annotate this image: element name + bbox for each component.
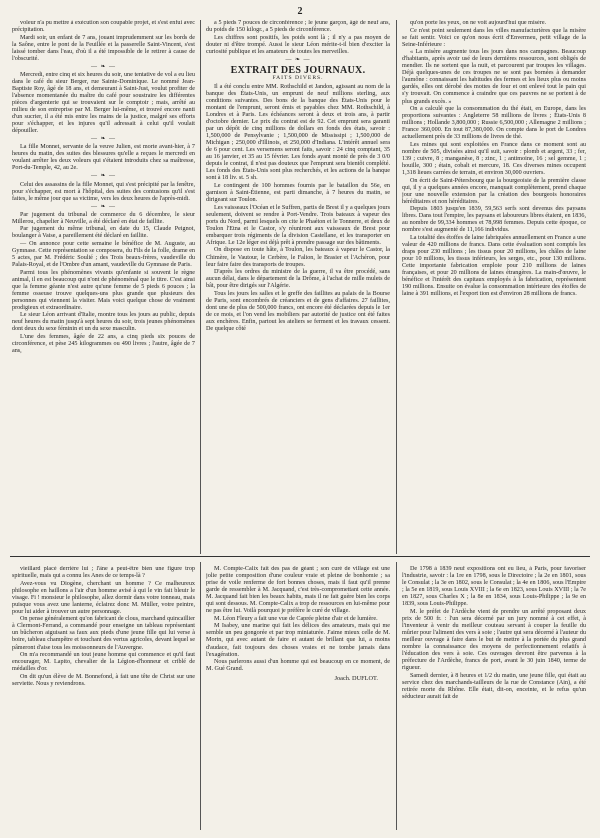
article-paragraph: De 1798 à 1839 neuf expositions ont eu lieu, à Paris, pour favoriser l'industrie, savoir : la 1re en 1798, sous le Directoire ; la 2e en 1801, sous le Consulat ; la 3e en 1802, sous le Consulat ; la 4e en 1806, sous l'Empire ; la 5e en 1819, sous Louis XVIII ; la 6e en 1823, sous Louis XVIII ; la 7e en 1827, sous Charles X ; la 8e en 1834, sous Louis-Philippe ; la 9e en 1839, sous Louis-Philippe.: [402, 566, 586, 608]
paragraph-separator: — ❧ —: [285, 56, 311, 63]
page-number: 2: [297, 6, 303, 17]
paragraph-separator: — ❧ —: [90, 173, 117, 180]
article-paragraph: M. Léon Fleury a fait une vue de Caprée pleine d'air et de lumière.: [214, 615, 378, 622]
article-paragraph: voleur n'a pu mettre à exécution son coupable projet, et s'est enfui avec précipitation.: [12, 20, 195, 34]
article-paragraph: Nous parlerons aussi d'un homme qui est beaucoup en ce moment, de M. Gué Grand.: [206, 659, 390, 673]
article-paragraph: On dit qu'un élève de M. Bonnefond, à fait une tête de Christ sur une serviette. Nous y reviendrons.: [12, 673, 195, 687]
paragraph-separator: — ❧ —: [90, 136, 117, 143]
column-right-top: [402, 20, 586, 550]
article-paragraph: La fille Monnet, servante de la veuve Julien, est morte avant-hier, à 7 heures du matin, des suites des blessures qu'elle a reçues le mercredi en voulant arrêter les deux voleurs qui s'étaient introduits chez sa maîtresse, Port-du-Temple, 42, au 2e.: [12, 144, 195, 172]
section-title: EXTRAIT DES JOURNAUX.: [230, 64, 366, 76]
article-paragraph: qu'on porte les yeux, on ne voit aujourd'hui que misère.: [410, 20, 547, 26]
article-paragraph: La totalité des étoffes de laine fabriquées annuellement en France a une valeur de 420 millions de francs. Dans cette évaluation sont comptés les draps pour 230 millions ; les tissus pour 20 millions, les châles de laine pour 10 millions, les tissus inférieurs, les serges, etc., pour 130 millions. Cette importante fabrication emploie pour 210 millions de laines françaises, et pour 20 millions de laines étrangères. La main-d'œuvre, le bénéfice et l'intérêt des capitaux employés à la fabrication, représentent 190 millions. Ensuite on évalue la consommation intérieure des étoffes de laine à 391 millions, et l'export tion est d'environ 28 millions de francs.: [402, 234, 586, 298]
article-paragraph: Les vaisseaux l'Océan et le Suffren, partis de Brest il y a quelques jours seulement, doivent se rendre à Port-Vendre. Trois bateaux à vapeur des ports du Nord, parmi lesquels on cite le Phaéton et le Tonnerre, et deux de Toulon l'Etna et le Castor, s'y réuniront aux vaisseaux de Brest pour embarquer trois régiments de la division Castellane, et les transporter en Afrique. Le 12e léger est déjà prêt à prendre passage sur des bâtiments.: [206, 204, 390, 246]
article-paragraph: Mardi soir, un enfant de 7 ans, jouant imprudemment sur les bords de la Saône, entre le pont de la Feuillée et la passerelle Saint-Vincent, s'est laissé tomber dans l'eau, d'où il a été impossible de le retirer à cause de l'obscurité.: [12, 34, 195, 62]
article-paragraph: a 5 pieds 7 pouces de circonférence ; le jeune garçon, âgé de neuf ans, du poids de 150 kilogr., a 5 pieds de circonférence.: [206, 20, 390, 34]
article-paragraph: « La misère augmente tous les jours dans nos campagnes. Beaucoup d'habitants, après avoir usé de leurs dernières ressources, sont obligés de mendier. Ils ne sortent que la nuit, et parcourent par troupes les villages. Déjà quelques-unes de ces troupes ne se sont pas bornées à demander l'aumône : connaissant les habitudes des fermes et les lieux plus ou moins gardés, elles ont dérobé des mottes de four et ont enlevé tout le pain qui s'y trouvait. On commence à craindre que ces pauvres ne se portent à de plus grands excès. »: [402, 49, 586, 105]
article-paragraph: Par jugement du tribunal de commerce du 6 décembre, le sieur Millerou, chapelier à Neuville, a été déclaré en état de faillite.: [12, 211, 195, 225]
article-paragraph: Il a été conclu entre MM. Rothschild et Jandon, agissant au nom de la banque des États-Unis, un emprunt de neuf millions sterling, aux conditions suivantes. Des bons de la banque des États-Unis pour le montant de l'emprunt, seront émis et payables chez MM. Rothschild, à Londres et à Paris. Les échéances seront à deux et trois ans, à partir d'octobre dernier. Le prix du contrat est de 92. Cet emprunt sera garanti par un dépôt de cinq millions de dollars en fonds des états, savoir : 1,500,000 de Pensylvanie ; 1,500,000 de Mississipi ; 1,500,000 de Michigan ; 250,000 d'Illinois, et 250,000 d'Indiana. L'intérêt annuel sera de 6 pour cent. Les versemens seront faits, savoir : 24 cinq comptant, 35 au 16 janvier, et 35 au 15 février. Les fonds ayant monté de près de 3 0/0 depuis le contrat, il n'est pas douteux que l'emprunt sera bientôt complété. Les fonds des États-Unis sont plus recherchés, et les actions de la banque sont à 18 liv. st. 5 sh.: [206, 83, 390, 182]
article-paragraph: Mercredi, entre cinq et six heures du soir, une tentative de vol a eu lieu dans le café du sieur Berger, rue Sainte-Dominique. Le nommé Jean-Baptiste Roy, âgé de 18 ans, et demeurant à Saint-Just, voulut profiter de l'absence momentanée du maître du café pour soustraire les différentes pièces d'argenterie qui se trouvaient sur le comptoir ; mais, arrêté au milieu de son entreprise par M. Berger lui-même, et trouvé encore nanti d'un sucrier, il a été mis entre les mains de la justice, malgré ses efforts pour s'échapper, et les injures qu'il adressait à celui qu'il voulait dépouiller.: [12, 71, 195, 135]
column-rule: [396, 20, 397, 554]
column-middle-top: [206, 20, 390, 550]
article-paragraph: On a calculé que la consommation du thé était, en Europe, dans les proportions suivantes : Angleterre 58 millions de livres ; États-Unis 8 millions ; Hollande 3,800,000 ; Russie 6,500,000 ; Allemagne 2 millions ; France 360,000. En tout 87,380,000. On compte dans le port de Londres actuellement près de 33 millions de livres de thé.: [402, 106, 586, 141]
column-left-bottom: [12, 566, 195, 828]
article-paragraph: — On annonce pour cette semaine le bénéfice de M. Auguste, au Gymnase. Cette représentation se composera, du Fils de la folle, drame en 5 actes, par M. Frédéric Soulié ; des Trois beaux-frères, vaudeville du Palais-Royal, et de l'Ombre d'un amant, vaudeville du Gymnase de Paris.: [12, 240, 195, 269]
article-paragraph: Le contingent de 100 hommes fournis par le bataillon du 56e, en garnison à Saint-Étienne, est parti dimanche, à 7 heures du matin, se dirigeant sur Toulon.: [206, 183, 390, 204]
article-paragraph: Parmi tous les phénomènes vivants qu'enfante si souvent le règne animal, il en est beaucoup qui n'ont de phénoménal que le titre. C'est ainsi que la femme géante n'est autre qu'une femme de 5 pieds 6 pouces ; la femme osseuse trouve quelques-uns plus grande que plusieurs des personnes qui viennent la visiter. Mais voici quelque chose de vraiment prodigieux et extraordinaire.: [12, 269, 195, 311]
column-left-top: [12, 20, 195, 550]
article-paragraph: Avez-vous vu Diogène, cherchant un homme ? Ce malheureux philosophe en haillons a l'air d'un homme avisé à qui le vin fait bleuir le visage. Fi ! monsieur le philosophe, allez dormir dans votre tonneau, mais puisque vous avez une lanterne, éclairez donc M. Müller, votre peintre, pour lui aider à trouver un autre personnage.: [12, 580, 195, 615]
article-paragraph: Les mines qui sont exploitées en France dans ce moment sont au nombre de 505, divisées ainsi qu'il suit, savoir : plomb et argent, 33 ; fer, 139 ; cuivre, 8 ; manganèse, 8 ; zinc, 1 ; antimoine, 16 ; sel gemme, 1 ; houille, 300 ; étain, cobalt et mercure, 18. Ces diverses mines occupent 1,318 lieues carrées de terrain, et environ 30,000 ouvriers.: [402, 141, 586, 176]
article-paragraph: L'une des femmes, âgée de 22 ans, a cinq pieds six pouces de circonférence, et pèse 245 kilogrammes ou 490 livres ; l'autre, âgée de 7 ans,: [12, 334, 195, 355]
paragraph-separator: — ❧ —: [90, 203, 117, 210]
article-paragraph: On pense généralement qu'on fabricant de clous, marchand quincaillier à Clermont-Ferrand, a commandé pour enseigne un tableau représentant un bûcheron aiguisant sa faux aux pieds d'une jeune fille qui lui verse à boire, tableau champêtre et touchant des vertus agricoles, devant lequel se pâmeront d'aise tous les moissonneurs de l'Auvergne.: [12, 616, 195, 651]
article-paragraph: vieillard placé derrière lui ; l'âne a peut-être bien une figure trop spirituelle, mais qui a connu les Anes de ce temps-là ?: [12, 566, 195, 580]
column-rule: [200, 20, 201, 554]
column-rule: [200, 562, 201, 830]
article-paragraph: M. Compte-Calix fait des pas de géant ; son curé de village est une jolie petite composition d'une couleur vraie et pleine de bonhomie ; sa prise de voile renferme de fort bonnes choses, mais il faut qu'il prenne garde de ressembler à M. Jacquand, c'est très-compromettant cette année. M. Jacquand fait bien les beaux habits, mais il ne fait guère bien les corps qui sont dessous. M. Compte-Calix a trop de ressources en lui-même pour ne pas être lui. Voilà pourquoi je préfère le curé de village.: [206, 566, 390, 615]
article-paragraph: Tous les jours les salles et le greffe des faillites au palais de la Bourse de Paris, sont encombrés de créanciers et de gens d'affaires. 27 faillites, dont une de plus de 500,000 francs, ont encore été déclarées depuis le 1er de ce mois, et l'on vend les mobiliers par autorité de justice ont été faites aux enchères. Enfin, partout les ateliers se ferment et les travaux cessent. De quelque côté: [206, 290, 390, 332]
column-middle-bottom: [206, 566, 390, 828]
author-signature: Joach. DUFLOT.: [334, 675, 378, 683]
article-paragraph: Ce n'est point seulement dans les villes manufacturières que la misère se fait sentir. Voici ce qu'on nous écrit d'Envermeu, petit village de la Seine-Inférieure :: [402, 27, 586, 48]
article-paragraph: Les chiffres sont positifs, les poids sont là ; il n'y a pas moyen de douter ni d'être trompé. Aussi le sieur Léon mérite-t-il bien d'exciter la curiosité publique et les amateurs de toutes les merveilles.: [206, 34, 390, 55]
paragraph-separator: — ❧ —: [90, 63, 117, 70]
section-divider: [10, 556, 590, 557]
article-paragraph: On dispose en toute hâte, à Toulon, les bateaux à vapeur le Castor, la Chimère, le Vautour, le Cerbère, le Falion, le Brasier et l'Achéron, pour leur faire faire des transports de troupes.: [206, 247, 390, 268]
article-paragraph: D'après les ordres du ministre de la guerre, il va être procédé, sans aucun délai, dans le département de la Drôme, à l'achat de mille mulets de bât, pour être dirigés sur l'Algérie.: [206, 269, 390, 290]
section-subtitle: FAITS DIVERS.: [272, 74, 324, 81]
article-paragraph: Le sieur Léon arrivant d'Italie, montre tous les jours au public, depuis neuf heures du matin jusqu'à sept heures du soir, trois jeunes phénomènes dont deux du sexe féminin et un du sexe masculin.: [12, 312, 195, 333]
article-paragraph: M Isabey, une marine qui fait les délices des amateurs, mais qui me semble un peu gongorée et par trop miniaturée. J'aime mieux celle de M. Morin, qui avec autant de faire et autant de brillant que lui, a moins d'audace, fait toujours des choses vraies et ne tombe jamais dans l'exagération.: [206, 623, 390, 658]
article-paragraph: Par jugement du même tribunal, en date du 15, Claude Peignot, boulanger à Vaise, a pareillement été déclaré en faillite.: [12, 226, 195, 240]
article-paragraph: On écrit de Saint-Pétersbourg que la bourgeoisie de la première classe qui, il y a quelques années encore, manquait complètement, prend chaque jour une nouvelle extension par la création des bourgeois honoraires héréditaires et non héréditaires.: [402, 177, 586, 205]
column-right-bottom: [402, 566, 586, 828]
article-paragraph: Depuis 1803 jusqu'en 1839, 59,563 serfs sont devenus des paysans libres. Dans tout l'empire, les paysans et laboureurs libres étaient, en 1836, au nombre de 99,334 hommes et 78,998 femmes. Depuis cette époque, ce nombre s'est augmenté de 11,166 individus.: [402, 206, 586, 234]
article-paragraph: Celui des assassins de la fille Monnet, qui s'est précipité par la fenêtre, pour s'échapper, est mort à l'hôpital, des suites des contusions qu'il s'est faites, le même jour que sa victime, vers les deux heures de l'après-midi.: [12, 181, 195, 202]
article-paragraph: On m'a recommandé un tout jeune homme qui commence et qu'il faut encourager, M. Lapito, chevalier de la Légion-d'honneur et criblé de médailles d'or.: [12, 652, 195, 673]
column-rule: [396, 562, 397, 830]
article-paragraph: Samedi dernier, à 8 heures et 1/2 du matin, une jeune fille, qui était au service chez des marchands-tailleurs de la rue de Constance (Ain), a été retirée morte du Rhône. Elle était, dit-on, enceinte, et le refus qu'un séducteur aurait fait de: [402, 672, 586, 700]
article-paragraph: M. le préfet de l'Ardèche vient de prendre un arrêté proposant deux prix de 500 fr. : l'un sera décerné par un jury nommé à cet effet, à l'inventeur à venir du meilleur couteau servant à couper la feuille du mûrier pour l'aliment des vers à soie ; l'autre qui sera décerné à l'auteur du meilleur ouvrage à faire dans le but de mettre à la portée du plus grand nombre la connaissance des moyens de perfectionnement relatifs à l'éducation des vers à soie. Ces ouvrages devront être parvenus à la préfecture de l'Ardèche, francs de port, avant le 30 juin 1840, terme de rigueur.: [402, 608, 586, 672]
